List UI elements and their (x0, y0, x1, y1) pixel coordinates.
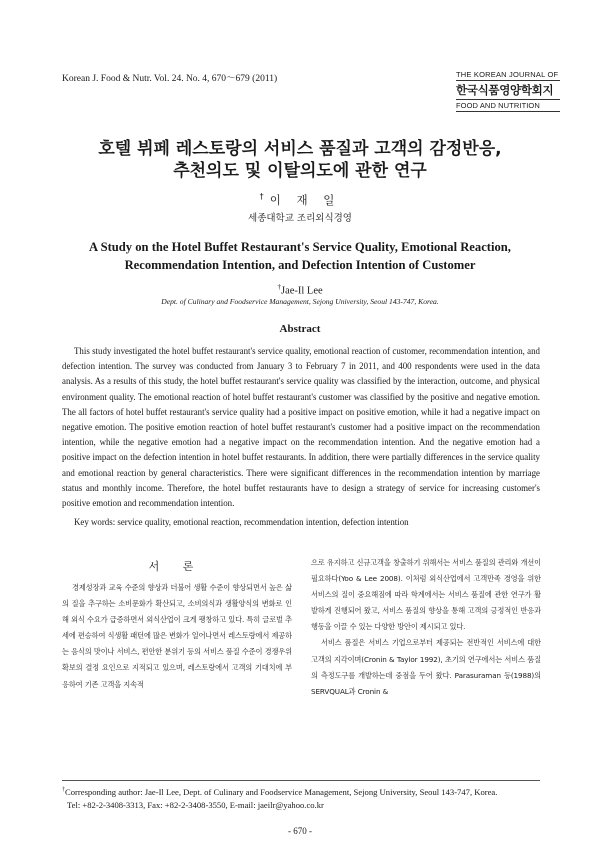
journal-logo-english-bottom: FOOD AND NUTRITION (456, 100, 560, 112)
english-author (0, 282, 600, 297)
corresponding-author-mark-en: † (277, 282, 281, 291)
korean-title-line-2: 추천의도 및 이탈의도에 관한 연구 (173, 161, 427, 181)
right-column-paragraph-1: 으로 유지하고 신규고객을 창출하기 위해서는 서비스 품질의 관리와 개선이 필요하다(Yoo & Lee 2008). 이처럼 외식산업에서 고객만족 경영을 위한 서비스의 질이 중요해짐에 따라 학계에서는 서비스 품질에 관한 연구가 활발하게 진행되어 왔고, 서비스 품질의 향상을 통해 고객의 긍정적인 반응과 행동을 이끌 수 있는 다양한 방안이 제시되고 있다. (311, 558, 541, 632)
korean-title (40, 138, 560, 182)
corresponding-author-mark: † (259, 192, 270, 202)
korean-author-name: 이 재 일 (269, 193, 341, 207)
korean-title-line-1: 호텔 뷔페 레스토랑의 서비스 품질과 고객의 감정반응, (98, 139, 502, 159)
korean-author (0, 192, 600, 208)
abstract-heading: Abstract (279, 323, 321, 335)
footnote-mark: † (62, 787, 66, 793)
section-heading-introduction: 서 론 (148, 560, 204, 573)
journal-citation: Korean J. Food & Nutr. Vol. 24. No. 4, 670～679 (2011) (62, 74, 278, 84)
english-title-line-1: A Study on the Hotel Buffet Restaurant's Service Quality, Emotional Reaction, (89, 240, 511, 254)
left-column (62, 580, 292, 693)
keywords: Key words: service quality, emotional reaction, recommendation intention, defection intention (74, 517, 409, 527)
footnote-line-2: Tel: +82-2-3408-3313, Fax: +82-2-3408-3550, E-mail: jaeilr@yahoo.co.kr (67, 800, 324, 811)
journal-logo-korean: 한국식품영양학회지 (456, 81, 560, 100)
abstract-body: This study investigated the hotel buffet restaurant's service quality, emotional reaction of customer, recommendation intention, and defection intention. The survey was conducted from January 3 to February 7 in 2011, and 400 respondents were used in the data analysis. As a results of this study, the hotel buffet restaurant's service quality was classified by the interaction, outcome, and physical environment quality. The emotional reaction of hotel buffet restaurant's customer was classified by the positive and negative emotion. The all factors of hotel buffet restaurant's service quality had a positive impact on positive emotion, while it had a negative impact on negative emotion. The positive emotion reaction of hotel buffet restaurant's customer had a positive impact on the recommendation intention, while the negative emotion had a negative impact on the recommendation intention. And the negative emotion had a positive impact on the defection intention in hotel buffet restaurants. In addition, there were partially differences in the service quality and emotional reaction by general characteristics. There were significant differences in the recommendation intention by marriage status and monthly income. Therefore, the hotel buffet restaurants have to design a strategy of service for increasing customer's positive emotion and recommendation intention. (62, 346, 540, 509)
korean-affiliation: 세종대학교 조리외식경영 (248, 213, 352, 224)
english-affiliation: Dept. of Culinary and Foodservice Management, Sejong University, Seoul 143-747, Korea. (161, 297, 439, 306)
journal-logo-english-top: THE KOREAN JOURNAL OF (456, 70, 559, 79)
page-number: - 670 - (288, 826, 312, 836)
english-title (40, 238, 560, 274)
english-title-line-2: Recommendation Intention, and Defection Intention of Customer (124, 258, 476, 272)
english-author-name: Jae-Il Lee (280, 285, 323, 297)
right-column (311, 555, 541, 700)
footnote-divider (62, 780, 540, 781)
footnote (62, 784, 542, 813)
right-column-paragraph-2: 서비스 품질은 서비스 기업으로부터 제공되는 전반적인 서비스에 대한 고객의 지각이며(Cronin & Taylor 1992), 초기의 연구에서는 서비스 품질의 측정도구를 개발하는데 중점을 두어 왔다. Parasuraman 등(1988)의 SERVQUAL과 Cronin & (311, 638, 541, 696)
journal-logo (456, 70, 560, 112)
left-column-paragraph: 경제성장과 교육 수준의 향상과 더불어 생활 수준이 향상되면서 높은 삶의 질을 추구하는 소비문화가 확산되고, 소비의식과 생활양식의 변화로 인해 외식 수요가 급증하면서 외식산업이 크게 팽창하고 있다. 특히 글로벌 추세에 편승하여 식생활 패턴에 많은 변화가 일어나면서 레스토랑에서 제공하는 음식의 맛이나 서비스, 편안한 분위기 등의 서비스 품질 수준이 경쟁우위 확보의 결정 요인으로 지적되고 있으며, 레스토랑에서 고객의 기대치에 부응하여 기존 고객을 지속적 (62, 583, 292, 689)
footnote-line-1 (62, 784, 542, 799)
footnote-text-1: Corresponding author: Jae-Il Lee, Dept. of Culinary and Foodservice Management, Sejong University, Seoul 143-747, Korea. (65, 786, 498, 797)
